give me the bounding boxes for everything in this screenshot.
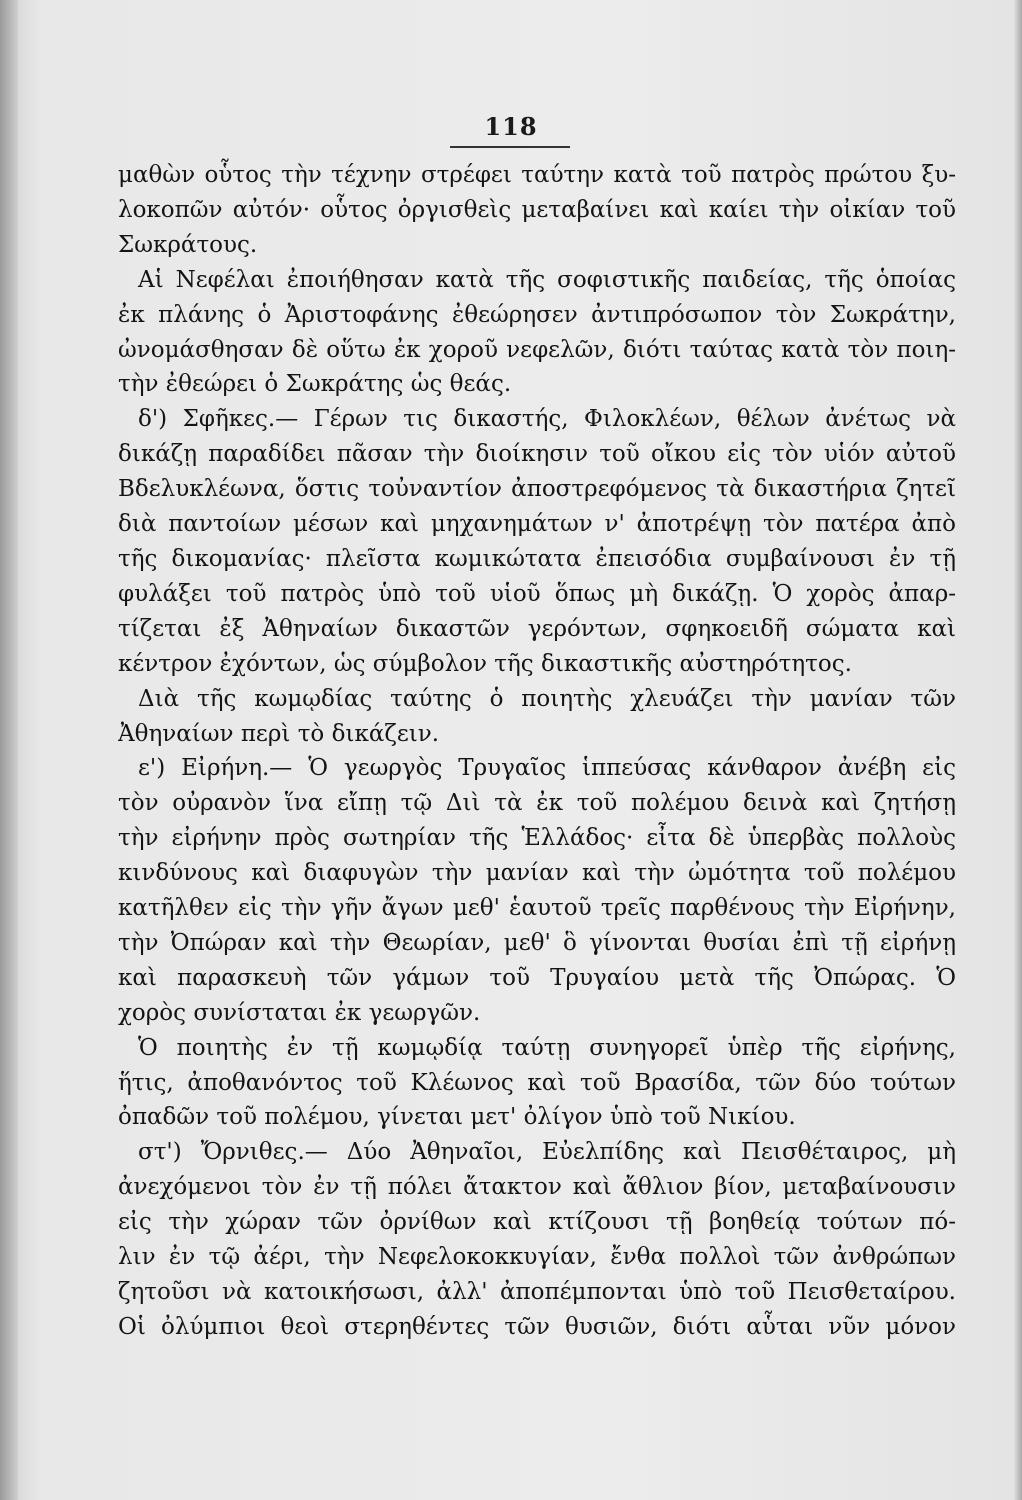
text-line: Σωκράτους. (118, 231, 258, 258)
text-line: δ') Σφῆκες.— Γέρων τις δικαστής, Φιλοκλέων, θέλων ἀνέτως νὰ (138, 406, 956, 433)
text-line: τὸν οὐρανὸν ἵνα εἴπῃ τῷ Διὶ τὰ ἐκ τοῦ πολέμου δεινὰ καὶ ζητήσῃ (118, 790, 956, 817)
text-line: ζητοῦσι νὰ κατοικήσωσι, ἀλλ' ἀποπέμπονται ὑπὸ τοῦ Πεισθεταίρου. (118, 1279, 956, 1305)
text-line: δικάζῃ παραδίδει πᾶσαν τὴν διοίκησιν τοῦ οἴκου εἰς τὸν υἱόν αὐτοῦ (118, 441, 956, 468)
text-line: εἰς τὴν χώραν τῶν ὀρνίθων καὶ κτίζουσι τῇ βοηθείᾳ τούτων πό- (118, 1209, 956, 1236)
text-line: στ') Ὄρνιθες.— Δύο Ἀθηναῖοι, Εὐελπίδης καὶ Πεισθέταιρος, μὴ (138, 1139, 956, 1166)
text-line: διὰ παντοίων μέσων καὶ μηχανημάτων ν' ἀποτρέψῃ τὸν πατέρα ἀπὸ (118, 511, 956, 538)
text-line: λιν ἐν τῷ ἀέρι, τὴν Νεφελοκοκκυγίαν, ἔνθα πολλοὶ τῶν ἀνθρώπων (118, 1244, 956, 1271)
text-line: Αἱ Νεφέλαι ἐποιήθησαν κατὰ τῆς σοφιστικῆς παιδείας, τῆς ὁποίας (138, 266, 956, 293)
text-line: τὴν ἐθεώρει ὁ Σωκράτης ὡς θεάς. (118, 371, 512, 398)
text-line: χορὸς συνίσταται ἐκ γεωργῶν. (118, 999, 481, 1026)
text-line: τὴν εἰρήνην πρὸς σωτηρίαν τῆς Ἑλλάδος· εἶτα δὲ ὑπερβὰς πολλοὺς (118, 825, 956, 852)
body-text (118, 158, 956, 1345)
text-line: Ὁ ποιητὴς ἐν τῇ κωμῳδίᾳ ταύτῃ συνηγορεῖ ὑπὲρ τῆς εἰρήνης, (138, 1034, 956, 1061)
text-line: Οἱ ὀλύμπιοι θεοὶ στερηθέντες τῶν θυσιῶν, διότι αὗται νῦν μόνον (118, 1313, 956, 1340)
text-line: τίζεται ἐξ Ἀθηναίων δικαστῶν γερόντων, σφηκοειδῆ σώματα καὶ (118, 615, 956, 642)
text-line: Βδελυκλέωνα, ὅστις τοὐναντίον ἀποστρεφόμενος τὰ δικαστήρια ζητεῖ (118, 476, 956, 503)
text-line: Ἀθηναίων περὶ τὸ δικάζειν. (118, 720, 440, 747)
text-line: τῆς δικομανίας· πλεῖστα κωμικώτατα ἐπεισόδια συμβαίνουσι ἐν τῇ (118, 545, 956, 572)
text-line: τὴν Ὀπώραν καὶ τὴν Θεωρίαν, μεθ' ὃ γίνονται θυσίαι ἐπὶ τῇ εἰρήνῃ (118, 929, 956, 956)
text-line: κινδύνους καὶ διαφυγὼν τὴν μανίαν καὶ τὴν ὠμότητα τοῦ πολέμου (118, 860, 956, 887)
text-line: ἥτις, ἀποθανόντος τοῦ Κλέωνος καὶ τοῦ Βρασίδα, τῶν δύο τούτων (118, 1069, 956, 1096)
text-line: ὠνομάσθησαν δὲ οὕτω ἐκ χοροῦ νεφελῶν, διότι ταύτας κατὰ τὸν ποιη- (118, 336, 956, 363)
text-line: ε') Εἰρήνη.— Ὁ γεωργὸς Τρυγαῖος ἱππεύσας κάνθαρον ἀνέβη εἰς (138, 755, 956, 782)
text-line: ἀνεχόμενοι τὸν ἐν τῇ πόλει ἄτακτον καὶ ἄθλιον βίον, μεταβαίνουσιν (118, 1174, 956, 1201)
text-line: φυλάξει τοῦ πατρὸς ὑπὸ τοῦ υἱοῦ ὅπως μὴ δικάζῃ. Ὁ χορὸς ἀπαρ- (118, 580, 956, 607)
text-line: κέντρον ἐχόντων, ὡς σύμβολον τῆς δικαστικῆς αὐστηρότητος. (118, 650, 852, 677)
page-number: 118 (484, 112, 538, 141)
text-line: καὶ παρασκευὴ τῶν γάμων τοῦ Τρυγαίου μετὰ τῆς Ὀπώρας. Ὁ (118, 964, 956, 991)
text-line: κατῆλθεν εἰς τὴν γῆν ἄγων μεθ' ἑαυτοῦ τρεῖς παρθένους τὴν Εἰρήνην, (118, 895, 956, 922)
text-line: Διὰ τῆς κωμῳδίας ταύτης ὁ ποιητὴς χλευάζει τὴν μανίαν τῶν (138, 685, 956, 712)
text-line: μαθὼν οὗτος τὴν τέχνην στρέφει ταύτην κατὰ τοῦ πατρὸς πρώτου ξυ- (118, 162, 956, 188)
header-rule (450, 146, 570, 148)
page-spine-shadow (0, 0, 18, 1500)
page-edge-shadow (1014, 0, 1022, 1500)
text-line: λοκοπῶν αὐτόν· οὗτος ὀργισθεὶς μεταβαίνει καὶ καίει τὴν οἰκίαν τοῦ (118, 196, 956, 223)
text-line: ἐκ πλάνης ὁ Ἀριστοφάνης ἐθεώρησεν ἀντιπρόσωπον τὸν Σωκράτην, (118, 301, 956, 328)
text-line: ὀπαδῶν τοῦ πολέμου, γίνεται μετ' ὀλίγον ὑπὸ τοῦ Νικίου. (118, 1104, 796, 1131)
